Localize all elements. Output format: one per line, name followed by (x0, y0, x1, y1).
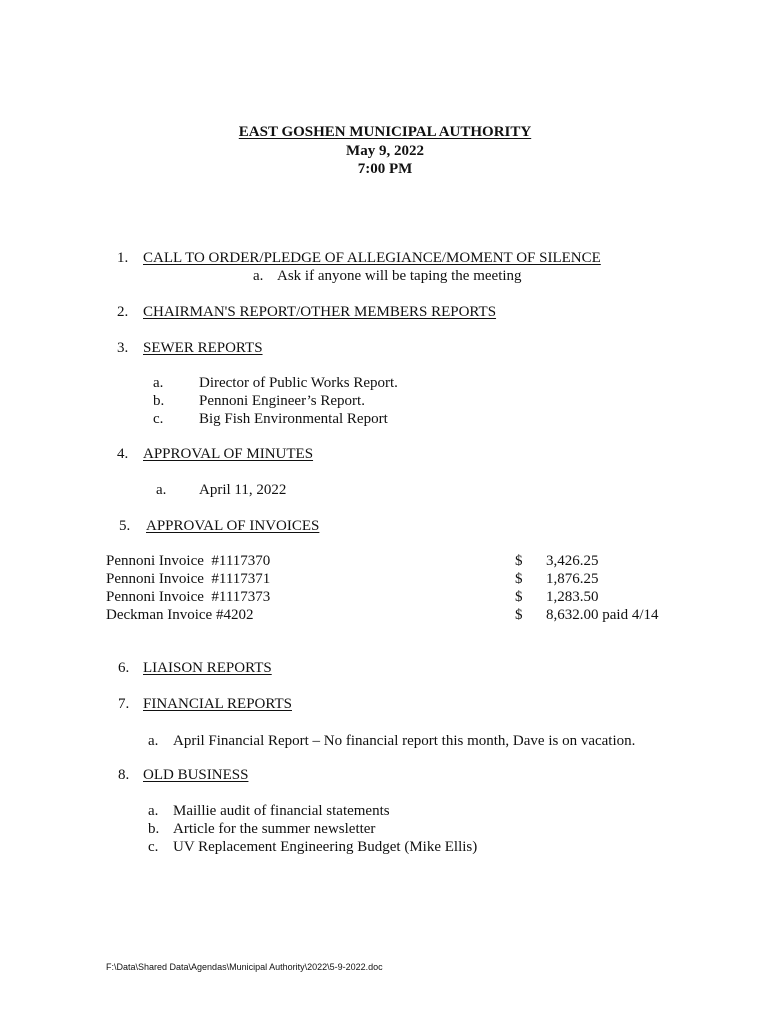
agenda-item-number: 4. (117, 446, 129, 462)
agenda-item-title: OLD BUSINESS (143, 767, 249, 783)
sub-item-letter: c. (148, 839, 159, 855)
sub-item-text: Pennoni Engineer’s Report. (199, 393, 365, 409)
agenda-item-number: 7. (118, 696, 130, 712)
invoice-name: Pennoni Invoice #1117370 (106, 553, 271, 569)
agenda-item-title: APPROVAL OF INVOICES (146, 518, 320, 534)
document-title: EAST GOSHEN MUNICIPAL AUTHORITY (238, 124, 532, 140)
sub-item-letter: a. (253, 268, 264, 284)
sub-item-letter: a. (148, 803, 159, 819)
sub-item-text: April 11, 2022 (199, 482, 287, 498)
agenda-item-title: LIAISON REPORTS (143, 660, 272, 676)
agenda-item-title: CHAIRMAN'S REPORT/OTHER MEMBERS REPORTS (143, 304, 497, 320)
invoice-amount: 1,283.50 (546, 589, 599, 605)
agenda-item-title: APPROVAL OF MINUTES (143, 446, 314, 462)
invoice-currency: $ (515, 607, 523, 623)
agenda-item-title: CALL TO ORDER/PLEDGE OF ALLEGIANCE/MOMENT OF SILENCE (143, 250, 601, 266)
agenda-item-title: FINANCIAL REPORTS (143, 696, 292, 712)
invoice-name: Pennoni Invoice #1117373 (106, 589, 271, 605)
agenda-item-number: 1. (117, 250, 129, 266)
meeting-time: 7:00 PM (357, 161, 413, 177)
agenda-item-number: 5. (119, 518, 131, 534)
sub-item-letter: a. (153, 375, 164, 391)
agenda-item-number: 8. (118, 767, 130, 783)
sub-item-letter: a. (148, 733, 159, 749)
invoice-currency: $ (515, 553, 523, 569)
agenda-item-title: SEWER REPORTS (143, 340, 263, 356)
sub-item-text: Big Fish Environmental Report (199, 411, 388, 427)
sub-item-text: Director of Public Works Report. (199, 375, 398, 391)
invoice-amount: 3,426.25 (546, 553, 599, 569)
agenda-item-number: 2. (117, 304, 129, 320)
sub-item-letter: c. (153, 411, 164, 427)
invoice-amount: 8,632.00 paid 4/14 (546, 607, 659, 623)
invoice-currency: $ (515, 589, 523, 605)
agenda-item-number: 6. (118, 660, 130, 676)
invoice-amount: 1,876.25 (546, 571, 599, 587)
sub-item-letter: b. (153, 393, 165, 409)
invoice-name: Pennoni Invoice #1117371 (106, 571, 271, 587)
invoice-name: Deckman Invoice #4202 (106, 607, 254, 623)
invoice-currency: $ (515, 571, 523, 587)
sub-item-text: April Financial Report – No financial report this month, Dave is on vacation. (173, 733, 636, 749)
sub-item-text: Maillie audit of financial statements (173, 803, 390, 819)
meeting-date: May 9, 2022 (346, 143, 424, 159)
sub-item-text: Ask if anyone will be taping the meeting (277, 268, 522, 284)
agenda-item-number: 3. (117, 340, 129, 356)
sub-item-letter: a. (156, 482, 167, 498)
sub-item-letter: b. (148, 821, 160, 837)
sub-item-text: Article for the summer newsletter (173, 821, 376, 837)
file-path-footer: F:\Data\Shared Data\Agendas\Municipal Authority\2022\5-9-2022.doc (106, 962, 383, 972)
sub-item-text: UV Replacement Engineering Budget (Mike Ellis) (173, 839, 478, 855)
